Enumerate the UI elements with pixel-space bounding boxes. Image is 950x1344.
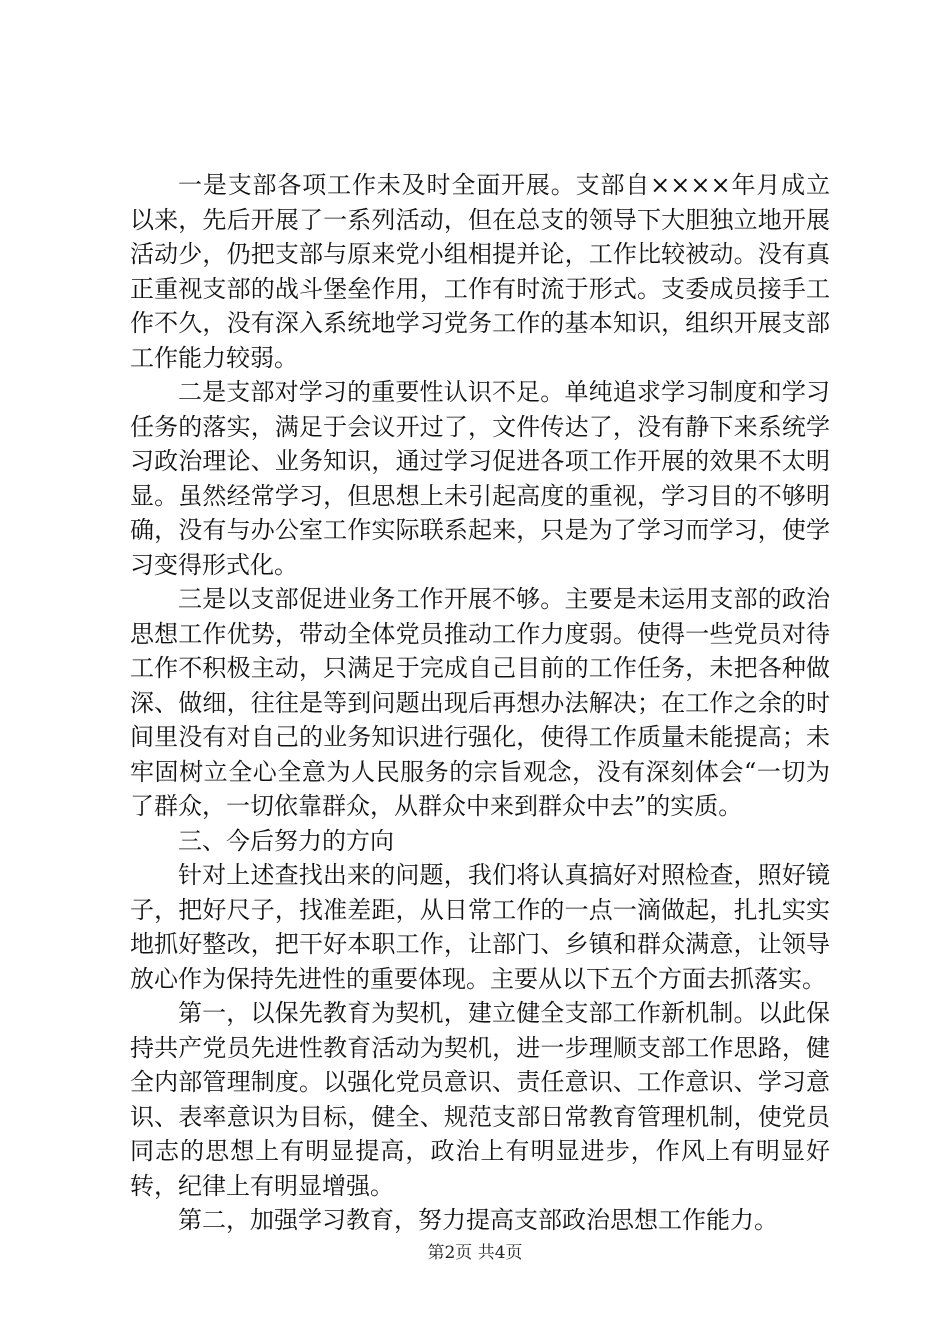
document-body [130,168,830,1238]
paragraph-measure-two: 第二，加强学习教育，努力提高支部政治思想工作能力。 [178,1206,778,1234]
paragraph-problem-three: 三是以支部促进业务工作开展不够。主要是未运用支部的政治思想工作优势，带动全体党员推动工作力度弱。使得一些党员对待工作不积极主动，只满足于完成自己目前的工作任务，未把各种做深、做细，往往是等到问题出现后再想办法解决；在工作之余的时间里没有对自己的业务知识进行强化，使得工作质量未能提高；未牢固树立全心全意为人民服务的宗旨观念，没有深刻体会“一切为了群众，一切依靠群众，从群众中来到群众中去”的实质。 [130,585,830,820]
page-number-footer: 第2页 共4页 [427,1243,523,1263]
paragraph-problem-one: 一是支部各项工作未及时全面开展。支部自××××年月成立以来，先后开展了一系列活动，但在总支的领导下大胆独立地开展活动少，仍把支部与原来党小组相提并论，工作比较被动。没有真正重视支部的战斗堡垒作用，工作有时流于形式。支委成员接手工作不久，没有深入系统地学习党务工作的基本知识，组织开展支部工作能力较弱。 [130,171,830,372]
paragraph-measure-one: 第一，以保先教育为契机，建立健全支部工作新机制。以此保持共产党员先进性教育活动为契机，进一步理顺支部工作思路，健全内部管理制度。以强化党员意识、责任意识、工作意识、学习意识、表率意识为目标，健全、规范支部日常教育管理机制，使党员同志的思想上有明显提高，政治上有明显进步，作风上有明显好转，纪律上有明显增强。 [130,999,830,1200]
section-heading: 三、今后努力的方向 [178,826,394,855]
paragraph-direction-intro: 针对上述查找出来的问题，我们将认真搞好对照检查，照好镜子，把好尺子，找准差距，从日常工作的一点一滴做起，扎扎实实地抓好整改，把干好本职工作，让部门、乡镇和群众满意，让领导放心作为保持先进性的重要体现。主要从以下五个方面去抓落实。 [130,861,830,993]
paragraph-problem-two: 二是支部对学习的重要性认识不足。单纯追求学习制度和学习任务的落实，满足于会议开过了，文件传达了，没有静下来系统学习政治理论、业务知识，通过学习促进各项工作开展的效果不太明显。虽然经常学习，但思想上未引起高度的重视，学习目的不够明确，没有与办公室工作实际联系起来，只是为了学习而学习，使学习变得形式化。 [130,378,830,579]
